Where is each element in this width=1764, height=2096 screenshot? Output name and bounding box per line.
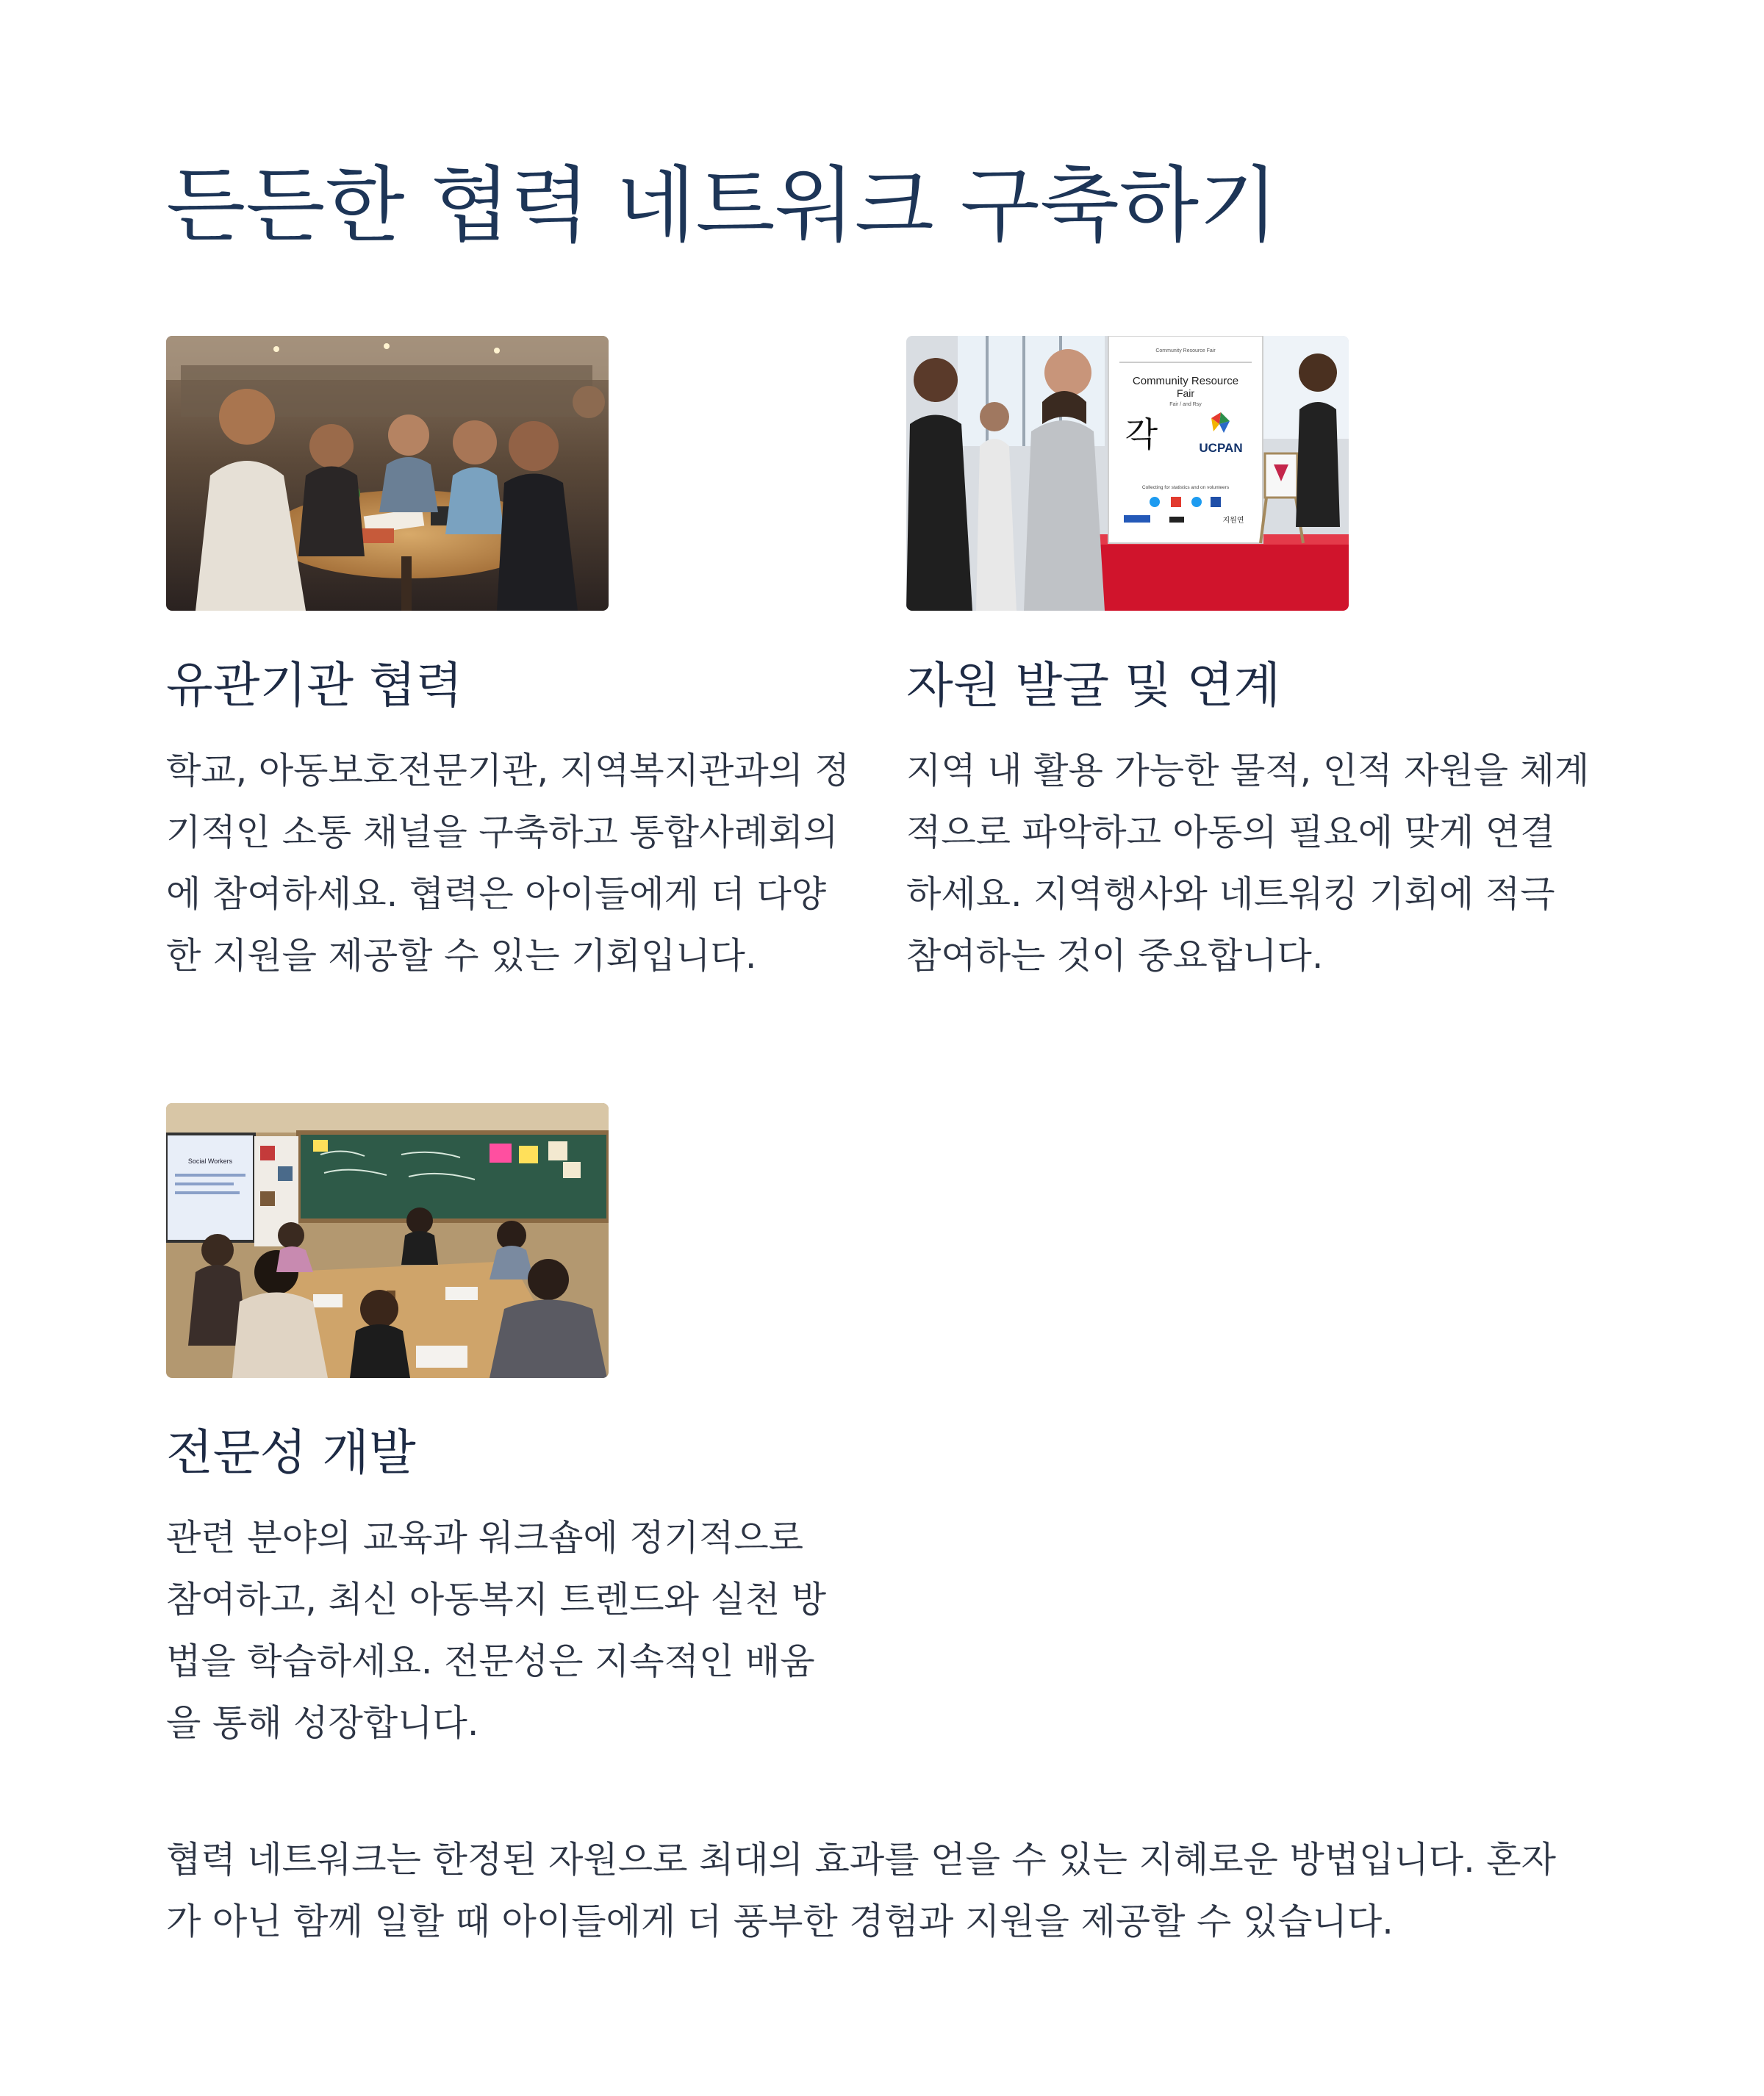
description-line: 관련 분야의 교육과 워크숍에 정기적으로 bbox=[166, 1517, 803, 1559]
card-description bbox=[166, 1507, 872, 1754]
card-title: 자원 발굴 및 연계 bbox=[906, 657, 1281, 714]
card-professional-development bbox=[166, 1103, 872, 1754]
card-agency-collaboration bbox=[166, 336, 872, 987]
description-line: 학교, 아동보호전문기관, 지역복지관과의 정 bbox=[166, 750, 850, 792]
card-description bbox=[166, 740, 872, 987]
facebook-icon bbox=[1211, 497, 1221, 507]
screen-title: Social Workers bbox=[187, 1158, 233, 1165]
social-icon bbox=[1171, 497, 1181, 507]
page-title: 든든한 협력 네트워크 구축하기 bbox=[166, 158, 1279, 254]
card-description bbox=[906, 740, 1612, 987]
twitter-icon bbox=[1150, 497, 1160, 507]
description-line: 참여하고, 최신 아동복지 트렌드와 실천 방 bbox=[166, 1579, 827, 1621]
description-line: 적으로 파악하고 아동의 필요에 맞게 연결 bbox=[906, 811, 1555, 853]
description-line: 기적인 소통 채널을 구축하고 통합사례회의 bbox=[166, 811, 839, 853]
sign-subheading: Fair / and Rsy bbox=[1169, 402, 1202, 407]
workshop-photo bbox=[166, 1103, 609, 1378]
card-title: 유관기관 협력 bbox=[166, 657, 463, 714]
description-line: 법을 학습하세요. 전문성은 지속적인 배움 bbox=[166, 1640, 815, 1682]
card-title: 전문성 개발 bbox=[166, 1424, 416, 1481]
description-line: 에 참여하세요. 협력은 아이들에게 더 다양 bbox=[166, 873, 827, 915]
sign-logo-text: UCPAN bbox=[1199, 441, 1243, 455]
closing-line: 가 아닌 함께 일할 때 아이들에게 더 풍부한 경험과 지원을 제공할 수 있습니다. bbox=[166, 1901, 1394, 1942]
description-line: 지역 내 활용 가능한 물적, 인적 자원을 체계 bbox=[906, 750, 1590, 792]
meeting-photo bbox=[166, 336, 609, 611]
sign-korean-character: 각 bbox=[1125, 414, 1158, 454]
sign-heading-line1: Community Resource bbox=[1132, 375, 1239, 387]
card-resource-discovery bbox=[906, 336, 1612, 987]
description-line: 한 지원을 제공할 수 있는 기회입니다. bbox=[166, 935, 757, 977]
description-line: 하세요. 지역행사와 네트워킹 기회에 적극 bbox=[906, 873, 1555, 915]
sign-heading-line2: Fair bbox=[1176, 387, 1195, 399]
sign-tagline: Collecting for statistics and on volunteers bbox=[1141, 485, 1230, 490]
twitter-icon bbox=[1191, 497, 1202, 507]
resource-fair-photo bbox=[906, 336, 1349, 611]
closing-paragraph bbox=[166, 1829, 1636, 1953]
closing-line: 협력 네트워크는 한정된 자원으로 최대의 효과를 얻을 수 있는 지혜로운 방법입니다. 혼자 bbox=[166, 1839, 1556, 1881]
sign-small-header: Community Resource Fair bbox=[1155, 348, 1216, 353]
description-line: 참여하는 것이 중요합니다. bbox=[906, 935, 1324, 977]
description-line: 을 통해 성장합니다. bbox=[166, 1702, 479, 1744]
sign-footer-korean: 지원연 bbox=[1222, 517, 1244, 525]
